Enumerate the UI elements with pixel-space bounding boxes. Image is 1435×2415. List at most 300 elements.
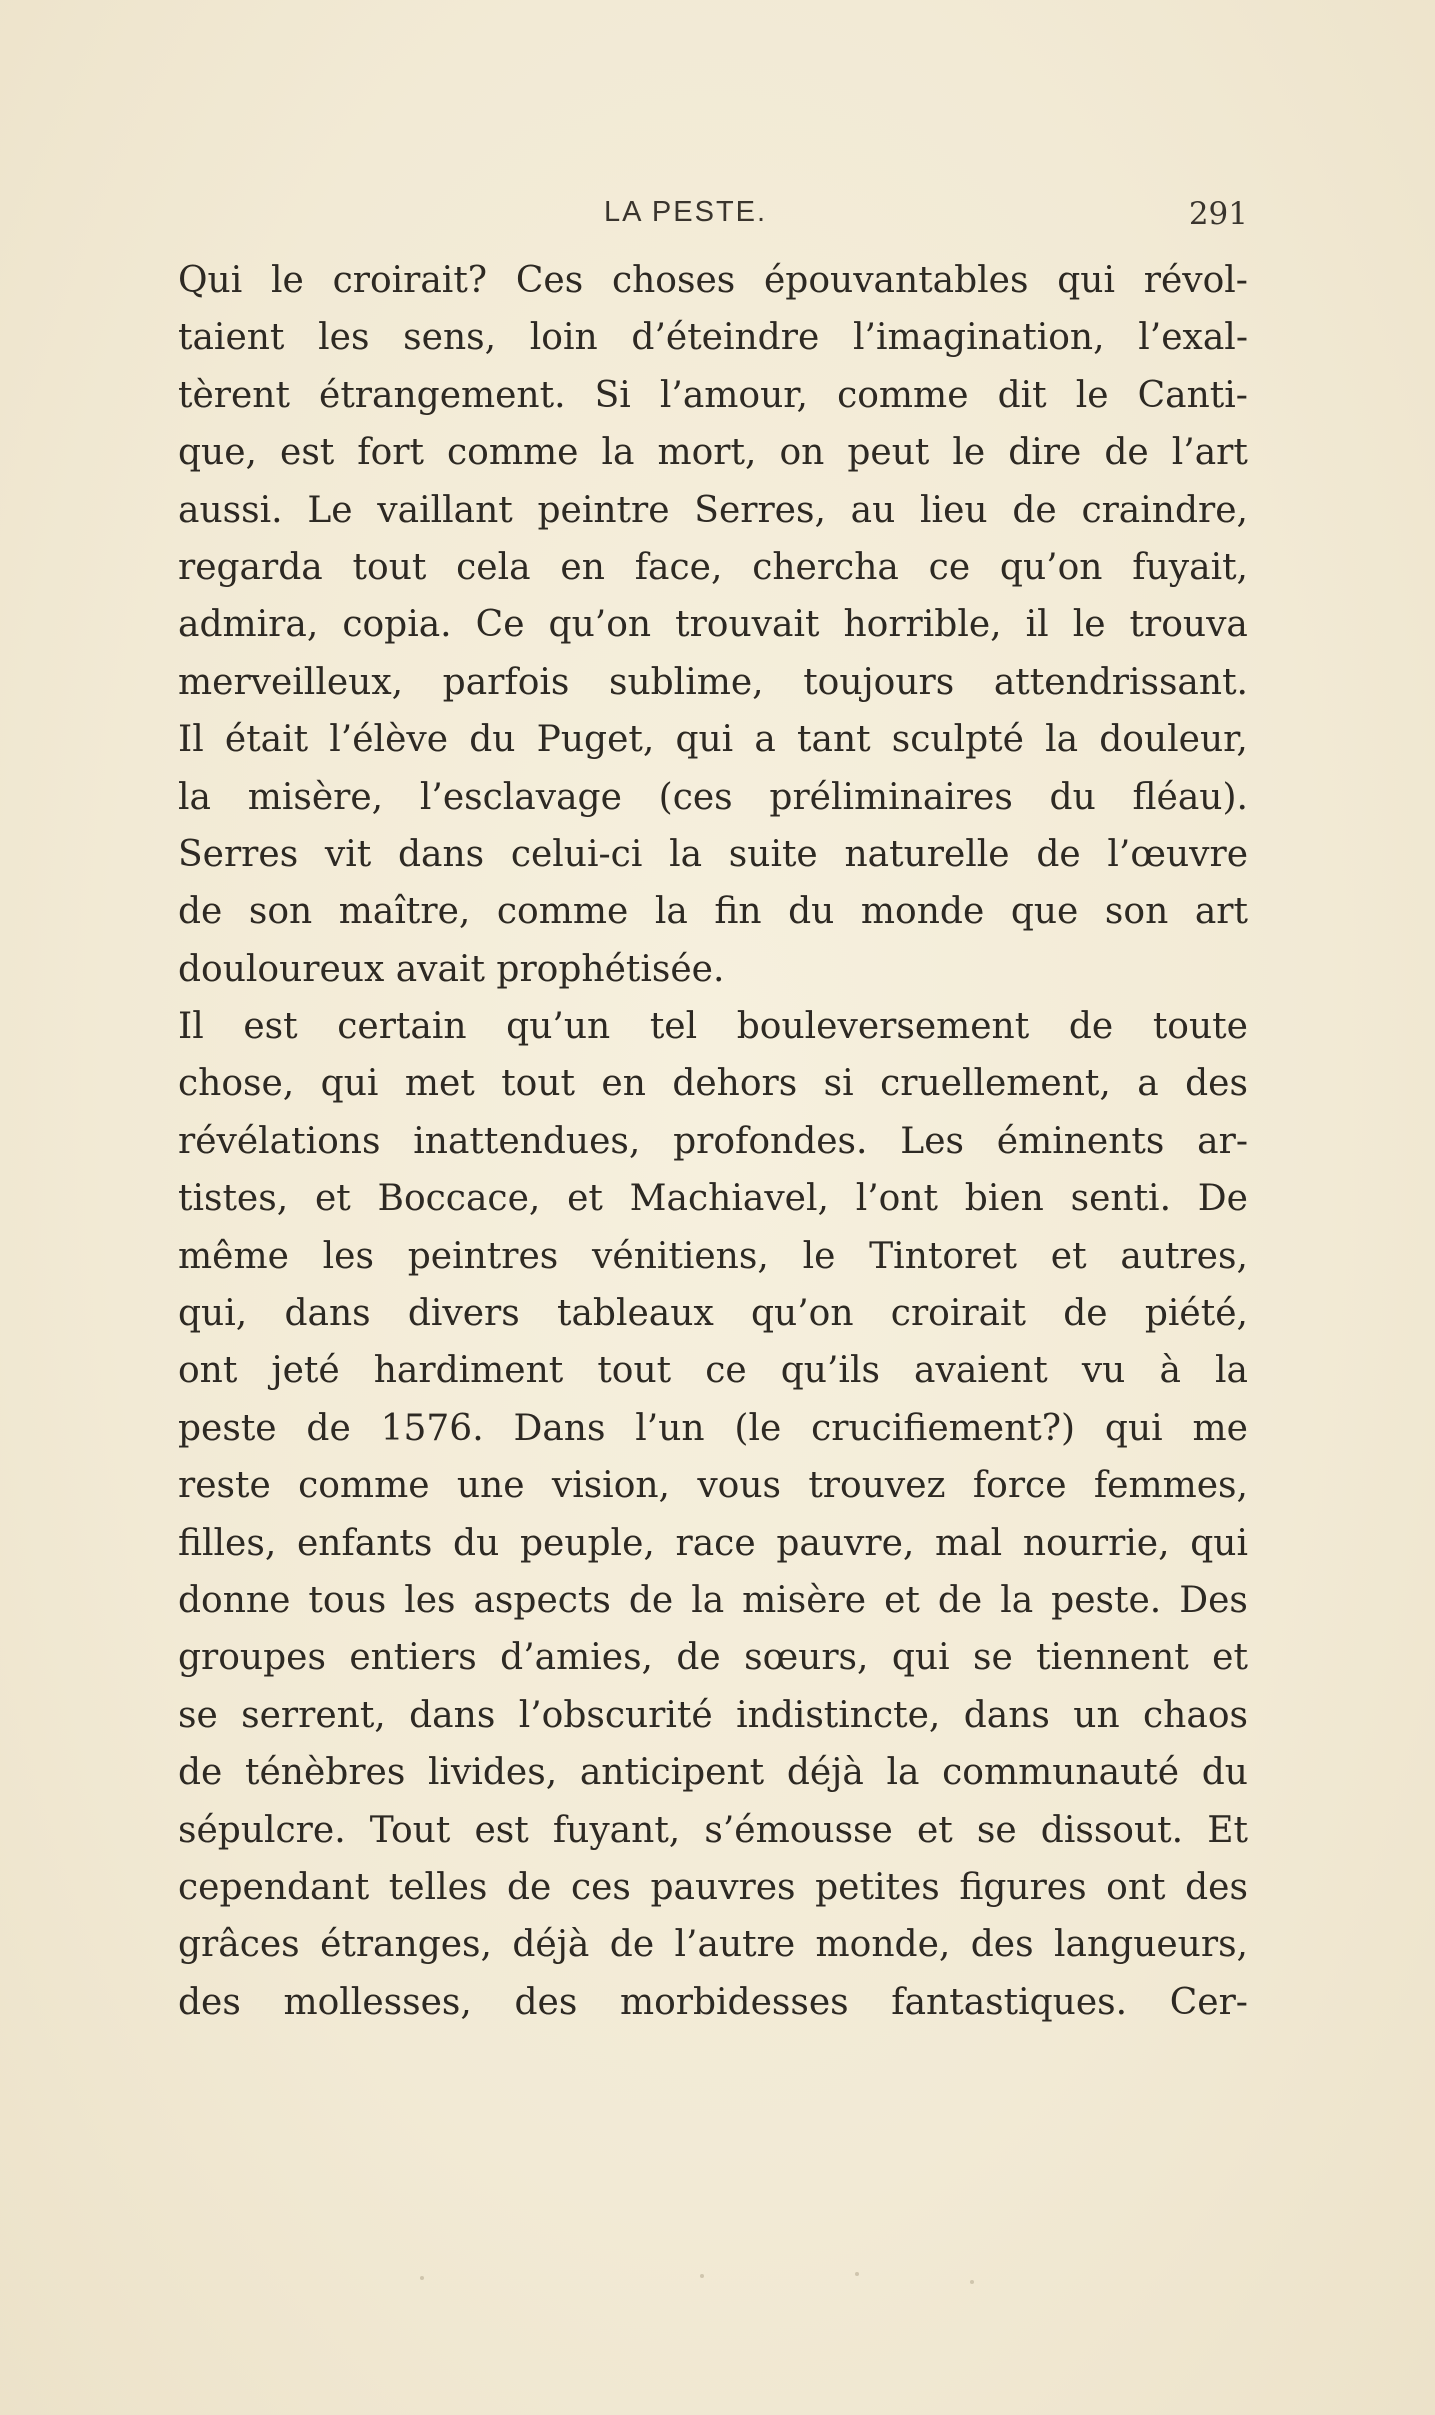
word: attendrissant.	[993, 661, 1248, 703]
word: maître,	[338, 891, 471, 933]
word: des	[1185, 1063, 1248, 1105]
text-line	[178, 1457, 1248, 1514]
word: Le	[307, 489, 353, 531]
word: filles,	[178, 1522, 277, 1564]
word: aussi.	[178, 489, 283, 531]
word: jeté	[271, 1350, 340, 1392]
word: Boccace,	[377, 1178, 541, 1220]
word: loin	[529, 317, 598, 359]
word: dans	[284, 1293, 371, 1335]
word: la	[669, 833, 703, 875]
word: qui	[1057, 260, 1115, 301]
text-line	[178, 367, 1248, 424]
word: peut	[847, 432, 930, 474]
word: de	[676, 1637, 721, 1679]
word: tistes,	[178, 1178, 289, 1220]
text-line	[178, 252, 1248, 309]
text-line: douloureux avait prophétisée.	[178, 948, 725, 990]
word: entiers	[349, 1637, 477, 1679]
word: est	[243, 1006, 298, 1048]
word: en	[560, 546, 605, 588]
word: regarda	[178, 546, 323, 588]
word: du	[1049, 776, 1096, 818]
word: donne	[178, 1579, 291, 1621]
word: monde	[860, 891, 985, 933]
word: des	[514, 1981, 578, 2023]
word: qu’on	[999, 546, 1103, 588]
speck	[855, 2272, 859, 2276]
word: copia.	[342, 604, 452, 646]
word: le	[270, 260, 304, 301]
word: se	[178, 1694, 218, 1736]
text-line	[178, 596, 1248, 653]
word: de	[609, 1924, 655, 1966]
word: et	[884, 1579, 920, 1621]
paragraph-1	[178, 252, 1248, 998]
word: peintre	[537, 489, 670, 531]
word: déjà	[512, 1924, 590, 1966]
word: tous	[308, 1579, 387, 1621]
word: le	[802, 1235, 836, 1277]
word: groupes	[178, 1637, 326, 1679]
word: ont	[1106, 1866, 1166, 1908]
word: son	[248, 891, 313, 933]
word: trouvez	[808, 1465, 946, 1507]
word: dit	[997, 374, 1047, 416]
word: était	[224, 719, 309, 761]
word: et	[567, 1178, 603, 1220]
text-line	[178, 1515, 1248, 1572]
word: d’éteindre	[631, 317, 820, 359]
text-line	[178, 1859, 1248, 1916]
word: femmes,	[1093, 1465, 1248, 1507]
word: vu	[1081, 1350, 1126, 1392]
word: (le	[734, 1407, 782, 1449]
word: toute	[1152, 1006, 1248, 1048]
paragraph-2	[178, 998, 1248, 2031]
word: Canti-	[1137, 374, 1248, 416]
word: race	[675, 1522, 756, 1564]
body-text	[178, 252, 1248, 2031]
word: et	[1050, 1235, 1087, 1277]
word: du	[1201, 1752, 1248, 1794]
word: révélations	[178, 1120, 381, 1162]
text-line	[178, 1916, 1248, 1973]
word: fantastiques.	[891, 1981, 1128, 2023]
text-line	[178, 1342, 1248, 1399]
word: toujours	[803, 661, 955, 703]
word: tel	[649, 1006, 698, 1048]
word: me	[1192, 1407, 1248, 1449]
word: mort,	[657, 432, 757, 474]
word: trouva	[1129, 604, 1248, 646]
speck	[420, 2276, 424, 2280]
word: morbidesses	[619, 1981, 849, 2023]
word: l’obscurité	[518, 1694, 713, 1736]
word: Machiavel,	[629, 1178, 829, 1220]
text-line	[178, 1113, 1248, 1170]
word: étranges,	[320, 1924, 492, 1966]
word: ont	[178, 1350, 238, 1392]
text-line	[178, 883, 1248, 940]
word: tout	[352, 546, 427, 588]
word: d’amies,	[500, 1637, 653, 1679]
word: autres,	[1120, 1235, 1248, 1277]
word: cruellement,	[880, 1063, 1111, 1105]
word: du	[453, 1522, 500, 1564]
text-line	[178, 1802, 1248, 1859]
word: Ce	[475, 604, 525, 646]
word: fuyant,	[552, 1809, 681, 1851]
word: ce	[928, 546, 971, 588]
word: en	[601, 1063, 646, 1105]
word: et	[1212, 1637, 1248, 1679]
word: de	[178, 1752, 223, 1794]
word: qu’on	[548, 604, 652, 646]
word: met	[404, 1063, 475, 1105]
word: qu’un	[506, 1006, 611, 1048]
text-line	[178, 1285, 1248, 1342]
word: tant	[797, 719, 871, 761]
word: fuyait,	[1132, 546, 1248, 588]
word: qui	[891, 1637, 950, 1679]
word: Ces	[515, 260, 584, 301]
word: Il	[178, 1006, 204, 1048]
paper-specks	[410, 2270, 1010, 2290]
word: art	[1194, 891, 1248, 933]
word: admira,	[178, 604, 319, 646]
word: croirait?	[332, 260, 488, 301]
word: de	[506, 1866, 552, 1908]
word: a	[1137, 1063, 1159, 1105]
text-line	[178, 1687, 1248, 1744]
word: qu’on	[751, 1293, 854, 1335]
word: tout	[597, 1350, 672, 1392]
word: de	[1012, 489, 1057, 531]
word: Qui	[178, 260, 243, 301]
word: vaillant	[377, 489, 513, 531]
word: fort	[357, 432, 424, 474]
word: la	[691, 1579, 725, 1621]
word: telles	[388, 1866, 488, 1908]
word: on	[779, 432, 825, 474]
word: s’émousse	[704, 1809, 893, 1851]
text-line	[178, 1228, 1248, 1285]
word: au	[850, 489, 896, 531]
text-line	[178, 711, 1248, 768]
word: des	[178, 1981, 241, 2023]
word: l’art	[1171, 432, 1248, 474]
word: senti.	[1070, 1178, 1172, 1220]
word: sublime,	[608, 661, 764, 703]
word: Puget,	[536, 719, 655, 761]
word: qui	[1190, 1522, 1248, 1564]
word: celui-ci	[510, 833, 643, 875]
text-line	[178, 1170, 1248, 1227]
word: sculpté	[891, 719, 1024, 761]
word: Serres,	[694, 489, 826, 531]
word: douleur,	[1099, 719, 1248, 761]
word: pauvre,	[776, 1522, 915, 1564]
word: communauté	[942, 1752, 1180, 1794]
text-line	[178, 1055, 1248, 1112]
word: tableaux	[557, 1293, 714, 1335]
word: indistincte,	[736, 1694, 941, 1736]
word: mollesses,	[283, 1981, 472, 2023]
word: croirait	[890, 1293, 1027, 1335]
word: dans	[409, 1694, 496, 1736]
word: hardiment	[373, 1350, 564, 1392]
word: sœurs,	[744, 1637, 869, 1679]
word: et	[314, 1178, 351, 1220]
word: peuple,	[519, 1522, 655, 1564]
word: de	[1063, 1293, 1108, 1335]
word: les	[318, 317, 370, 359]
word: fléau).	[1132, 776, 1248, 818]
word: épouvantables	[764, 260, 1029, 301]
word: inattendues,	[413, 1120, 641, 1162]
text-line	[178, 482, 1248, 539]
word: dire	[1008, 432, 1082, 474]
text-line	[178, 424, 1248, 481]
word: le	[1072, 604, 1106, 646]
word: la	[654, 891, 688, 933]
running-head	[178, 196, 1248, 236]
word: de	[1068, 1006, 1114, 1048]
word: bien	[964, 1178, 1044, 1220]
word: du	[469, 719, 516, 761]
word: serrent,	[241, 1694, 386, 1736]
word: misère,	[247, 776, 384, 818]
word: mal	[935, 1522, 1003, 1564]
word: a	[754, 719, 776, 761]
word: Et	[1207, 1809, 1248, 1851]
word: suite	[728, 833, 818, 875]
word: de	[1104, 432, 1149, 474]
word: peintres	[407, 1235, 559, 1277]
word: révol-	[1143, 260, 1248, 301]
word: du	[788, 891, 835, 933]
word: cela	[456, 546, 531, 588]
word: éminents	[996, 1120, 1165, 1162]
word: profondes.	[673, 1120, 868, 1162]
word: divers	[407, 1293, 520, 1335]
speck	[700, 2274, 704, 2278]
word: misère	[742, 1579, 867, 1621]
word: qu’ils	[780, 1350, 880, 1392]
word: déjà	[786, 1752, 864, 1794]
word: la	[1045, 719, 1079, 761]
word: de	[937, 1579, 983, 1621]
word: grâces	[178, 1924, 300, 1966]
word: chaos	[1143, 1694, 1248, 1736]
word: se	[976, 1809, 1017, 1851]
word: ces	[570, 1866, 631, 1908]
word: cependant	[178, 1866, 370, 1908]
word: sépulcre.	[178, 1809, 346, 1851]
running-title: LA PESTE.	[604, 196, 768, 228]
word: de	[628, 1579, 674, 1621]
word: comme	[447, 432, 579, 474]
text-line	[178, 539, 1248, 596]
word: une	[456, 1465, 525, 1507]
word: de	[306, 1407, 351, 1449]
word: vision,	[551, 1465, 671, 1507]
word: est	[474, 1809, 529, 1851]
word: crucifiement?)	[811, 1407, 1076, 1449]
word: à	[1159, 1350, 1181, 1392]
word: monde,	[815, 1924, 951, 1966]
word: taient	[178, 317, 285, 359]
word: l’amour,	[659, 374, 808, 416]
word: un	[1073, 1694, 1120, 1736]
word: préliminaires	[769, 776, 1013, 818]
word: de	[178, 891, 223, 933]
word: la	[886, 1752, 920, 1794]
word: vous	[697, 1465, 782, 1507]
word: des	[1185, 1866, 1248, 1908]
word: (ces	[658, 776, 733, 818]
word: l’imagination,	[852, 317, 1105, 359]
word: Serres	[178, 833, 299, 875]
word: tout	[501, 1063, 575, 1105]
word: 1576.	[380, 1407, 484, 1449]
word: petites	[815, 1866, 940, 1908]
word: pauvres	[650, 1866, 796, 1908]
word: ar-	[1197, 1120, 1248, 1162]
word: vit	[324, 833, 372, 875]
speck	[970, 2280, 974, 2284]
word: peste	[178, 1407, 277, 1449]
text-line	[178, 998, 1248, 1055]
word: certain	[337, 1006, 467, 1048]
word: craindre,	[1081, 489, 1248, 531]
word: que	[1010, 891, 1079, 933]
word: l’un	[635, 1407, 705, 1449]
text-line	[178, 1572, 1248, 1629]
word: des	[970, 1924, 1034, 1966]
word: son	[1104, 891, 1169, 933]
word: anticipent	[579, 1752, 765, 1794]
word: il	[1025, 604, 1049, 646]
text-line	[178, 826, 1248, 883]
word: lieu	[920, 489, 988, 531]
text-line	[178, 309, 1248, 366]
word: horrible,	[843, 604, 1002, 646]
word: sens,	[403, 317, 497, 359]
word: qui	[1104, 1407, 1163, 1449]
text-line	[178, 1974, 1248, 2031]
word: dans	[397, 833, 485, 875]
word: l’exal-	[1138, 317, 1248, 359]
word: avaient	[914, 1350, 1048, 1392]
word: comme	[837, 374, 969, 416]
word: bouleversement	[736, 1006, 1030, 1048]
word: livides,	[428, 1752, 558, 1794]
word: chercha	[752, 546, 899, 588]
word: enfants	[296, 1522, 433, 1564]
word: qui,	[178, 1293, 248, 1335]
word: vénitiens,	[592, 1235, 769, 1277]
word: peste.	[1051, 1579, 1162, 1621]
word: tèrent	[178, 374, 290, 416]
word: se	[972, 1637, 1013, 1679]
word: la	[601, 432, 635, 474]
word: aspects	[473, 1579, 611, 1621]
word: de	[1036, 833, 1081, 875]
word: les	[322, 1235, 374, 1277]
page-number: 291	[1188, 196, 1248, 232]
word: dissout.	[1040, 1809, 1184, 1851]
text-line	[178, 1400, 1248, 1457]
word: ce	[705, 1350, 747, 1392]
word: choses	[611, 260, 736, 301]
word: piété,	[1144, 1293, 1248, 1335]
word: que,	[178, 432, 257, 474]
word: figures	[959, 1866, 1087, 1908]
word: reste	[178, 1465, 271, 1507]
word: la	[1214, 1350, 1248, 1392]
word: le	[952, 432, 986, 474]
word: Dans	[513, 1407, 606, 1449]
word: Si	[594, 374, 631, 416]
text-line	[178, 769, 1248, 826]
word: Des	[1179, 1579, 1248, 1621]
word: dans	[963, 1694, 1050, 1736]
word: fin	[714, 891, 762, 933]
word: étrangement.	[319, 374, 566, 416]
word: si	[823, 1063, 854, 1105]
word: chose,	[178, 1063, 295, 1105]
word: Les	[900, 1120, 964, 1162]
word: l’esclavage	[419, 776, 622, 818]
word: la	[178, 776, 211, 818]
text-line	[178, 654, 1248, 711]
word: comme	[496, 891, 629, 933]
word: langueurs,	[1053, 1924, 1248, 1966]
word: parfois	[442, 661, 570, 703]
word: même	[178, 1235, 289, 1277]
word: la	[1000, 1579, 1034, 1621]
word: nourrie,	[1022, 1522, 1170, 1564]
word: face,	[634, 546, 723, 588]
word: force	[972, 1465, 1067, 1507]
word: ténèbres	[245, 1752, 406, 1794]
word: est	[280, 432, 335, 474]
word: et	[916, 1809, 953, 1851]
word: tiennent	[1036, 1637, 1189, 1679]
word: l’autre	[674, 1924, 796, 1966]
word: le	[1075, 374, 1109, 416]
word: naturelle	[844, 833, 1010, 875]
word: Il	[178, 719, 204, 761]
word: qui	[675, 719, 734, 761]
word: qui	[320, 1063, 379, 1105]
word: l’œuvre	[1107, 833, 1248, 875]
word: l’ont	[855, 1178, 938, 1220]
text-line	[178, 1629, 1248, 1686]
word: Tout	[369, 1809, 451, 1851]
word: dehors	[672, 1063, 798, 1105]
word: comme	[298, 1465, 430, 1507]
word: les	[404, 1579, 456, 1621]
word: De	[1197, 1178, 1248, 1220]
text-line	[178, 1744, 1248, 1801]
word: l’élève	[329, 719, 449, 761]
word: merveilleux,	[178, 661, 404, 703]
word: trouvait	[675, 604, 820, 646]
word: Cer-	[1169, 1981, 1248, 2023]
